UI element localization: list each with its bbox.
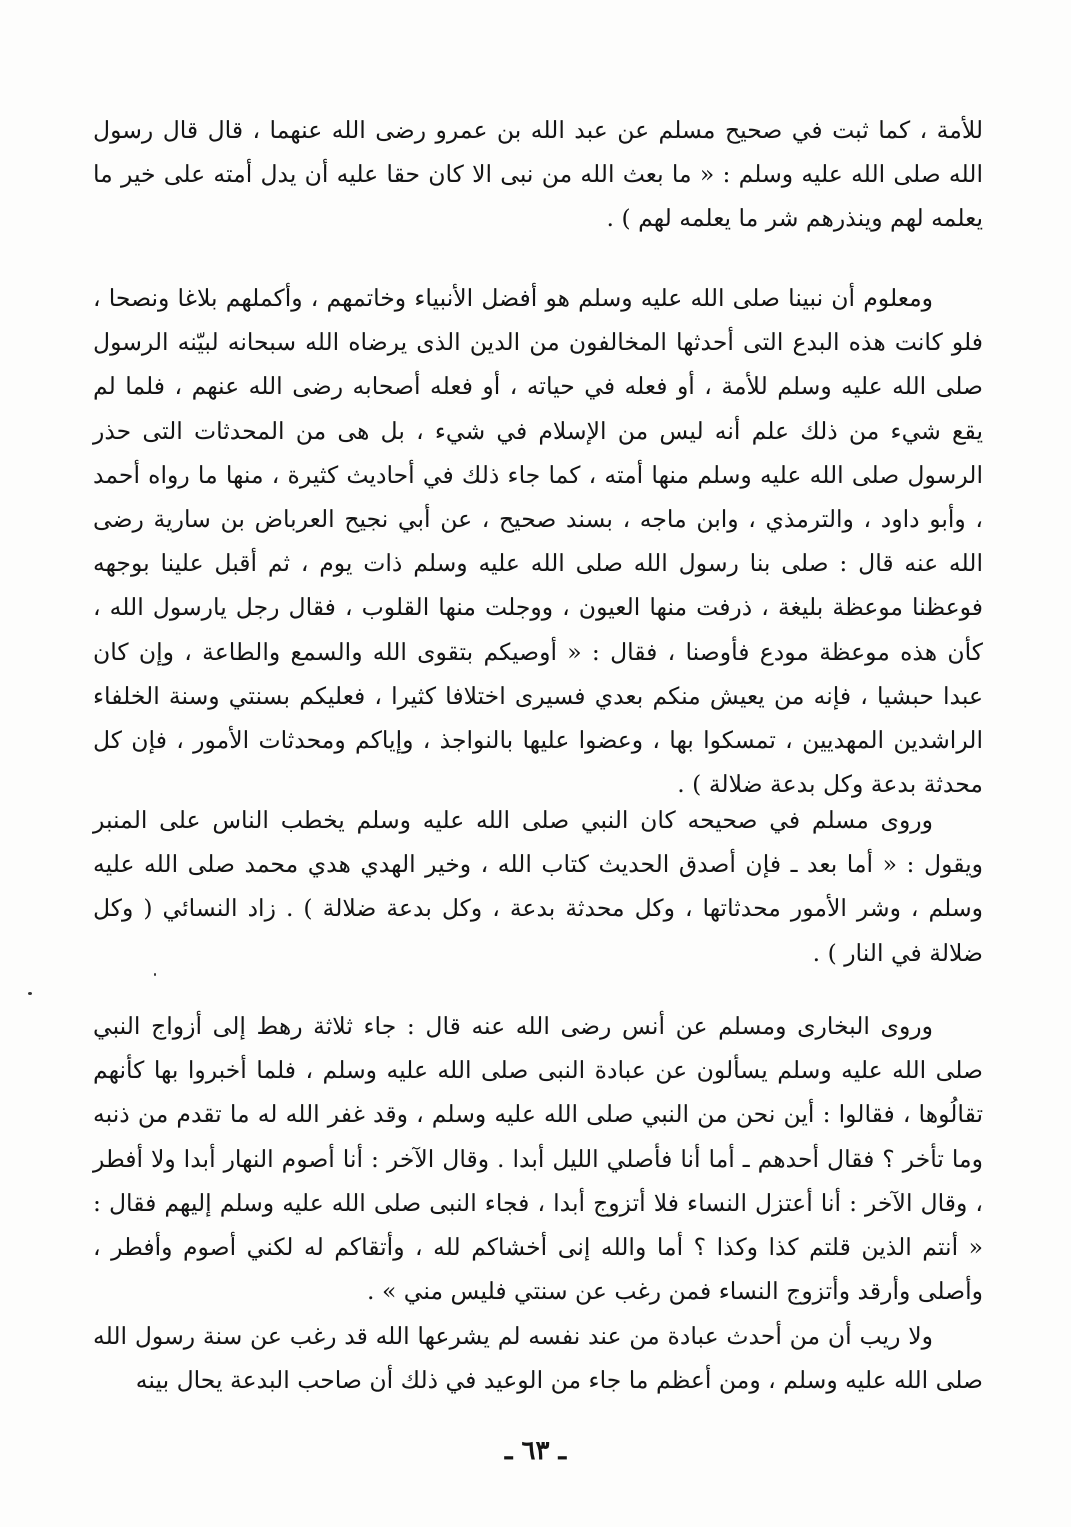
- paragraph-5: ولا ريب أن من أحدث عبادة من عند نفسه لم يشرعها الله قد رغب عن سنة رسول الله صلى الله عليه وسلم ، ومن أعظم ما جاء من الوعيد في ذلك أن صاحب البدعة يحال بينه: [93, 1322, 983, 1395]
- paragraph-5-block: [93, 1314, 983, 1402]
- scan-speck: [154, 973, 156, 976]
- paragraph-4-block: [93, 1004, 983, 1313]
- page-number: ـ ٦٣ ـ: [504, 1436, 567, 1466]
- scan-speck: [28, 992, 32, 995]
- paragraph-3: وروى مسلم في صحيحه كان النبي صلى الله عليه وسلم يخطب الناس على المنبر ويقول : « أما بعد ـ فإن أصدق الحديث كتاب الله ، وخير الهدي هدي محمد صلى الله عليه وسلم ، وشر الأمور محدثاتها ، وكل محدثة بدعة ، وكل بدعة ضلالة ) . زاد النسائي ( وكل ضلالة في النار ) .: [93, 806, 983, 967]
- paragraph-1-block: [93, 108, 983, 241]
- paragraph-4: وروى البخارى ومسلم عن أنس رضى الله عنه قال : جاء ثلاثة رهط إلى أزواج النبي صلى الله عليه وسلم يسألون عن عبادة النبى صلى الله عليه وسلم ، فلما أخبروا بها كأنهم تقالُوها ، فقالوا : أين نحن من النبي صلى الله عليه وسلم ، وقد غفر الله له ما تقدم من ذنبه وما تأخر ؟ فقال أحدهم ـ أما أنا فأصلي الليل أبدا . وقال الآخر : أنا أصوم النهار أبدا ولا أفطر ، وقال الآخر : أنا أعتزل النساء فلا أتزوج أبدا ، فجاء النبى صلى الله عليه وسلم إليهم فقال : « أنتم الذين قلتم كذا وكذا ؟ أما والله إنى أخشاكم لله ، وأتقاكم له لكني أصوم وأفطر ، وأصلى وأرقد وأتزوج النساء فمن رغب عن سنتي فليس مني » .: [93, 1012, 983, 1306]
- paragraph-1: للأمة ، كما ثبت في صحيح مسلم عن عبد الله بن عمرو رضى الله عنهما ، قال قال رسول الله صلى الله عليه وسلم : « ما بعث الله من نبى الا كان حقا عليه أن يدل أمته على خير ما يعلمه لهم وينذرهم شر ما يعلمه لهم ) .: [93, 116, 983, 233]
- paragraph-2-block: [93, 276, 983, 806]
- paragraph-3-block: [93, 798, 983, 975]
- paragraph-2: ومعلوم أن نبينا صلى الله عليه وسلم هو أفضل الأنبياء وخاتمهم ، وأكملهم بلاغا ونصحا ، فلو كانت هذه البدع التى أحدثها المخالفون من الدين الذى يرضاه الله سبحانه لبيّنه الرسول صلى الله عليه وسلم للأمة ، أو فعله في حياته ، أو فعله أصحابه رضى الله عنهم ، فلما لم يقع شيء من ذلك علم أنه ليس من الإسلام في شيء ، بل هى من المحدثات التى حذر الرسول صلى الله عليه وسلم منها أمته ، كما جاء ذلك في أحاديث كثيرة ، منها ما رواه أحمد ، وأبو داود ، والترمذي ، وابن ماجه ، بسند صحيح ، عن أبي نجيح العرباض بن سارية رضى الله عنه قال : صلى بنا رسول الله صلى الله عليه وسلم ذات يوم ، ثم أقبل علينا بوجهه فوعظنا موعظة بليغة ، ذرفت منها العيون ، ووجلت منها القلوب ، فقال رجل يارسول الله ، كأن هذه موعظة مودع فأوصنا ، فقال : « أوصيكم بتقوى الله والسمع والطاعة ، وإن كان عبدا حبشيا ، فإنه من يعيش منكم بعدي فسيرى اختلافا كثيرا ، فعليكم بسنتي وسنة الخلفاء الراشدين المهديين ، تمسكوا بها ، وعضوا عليها بالنواجذ ، وإياكم ومحدثات الأمور ، فإن كل محدثة بدعة وكل بدعة ضلالة ) .: [93, 284, 983, 799]
